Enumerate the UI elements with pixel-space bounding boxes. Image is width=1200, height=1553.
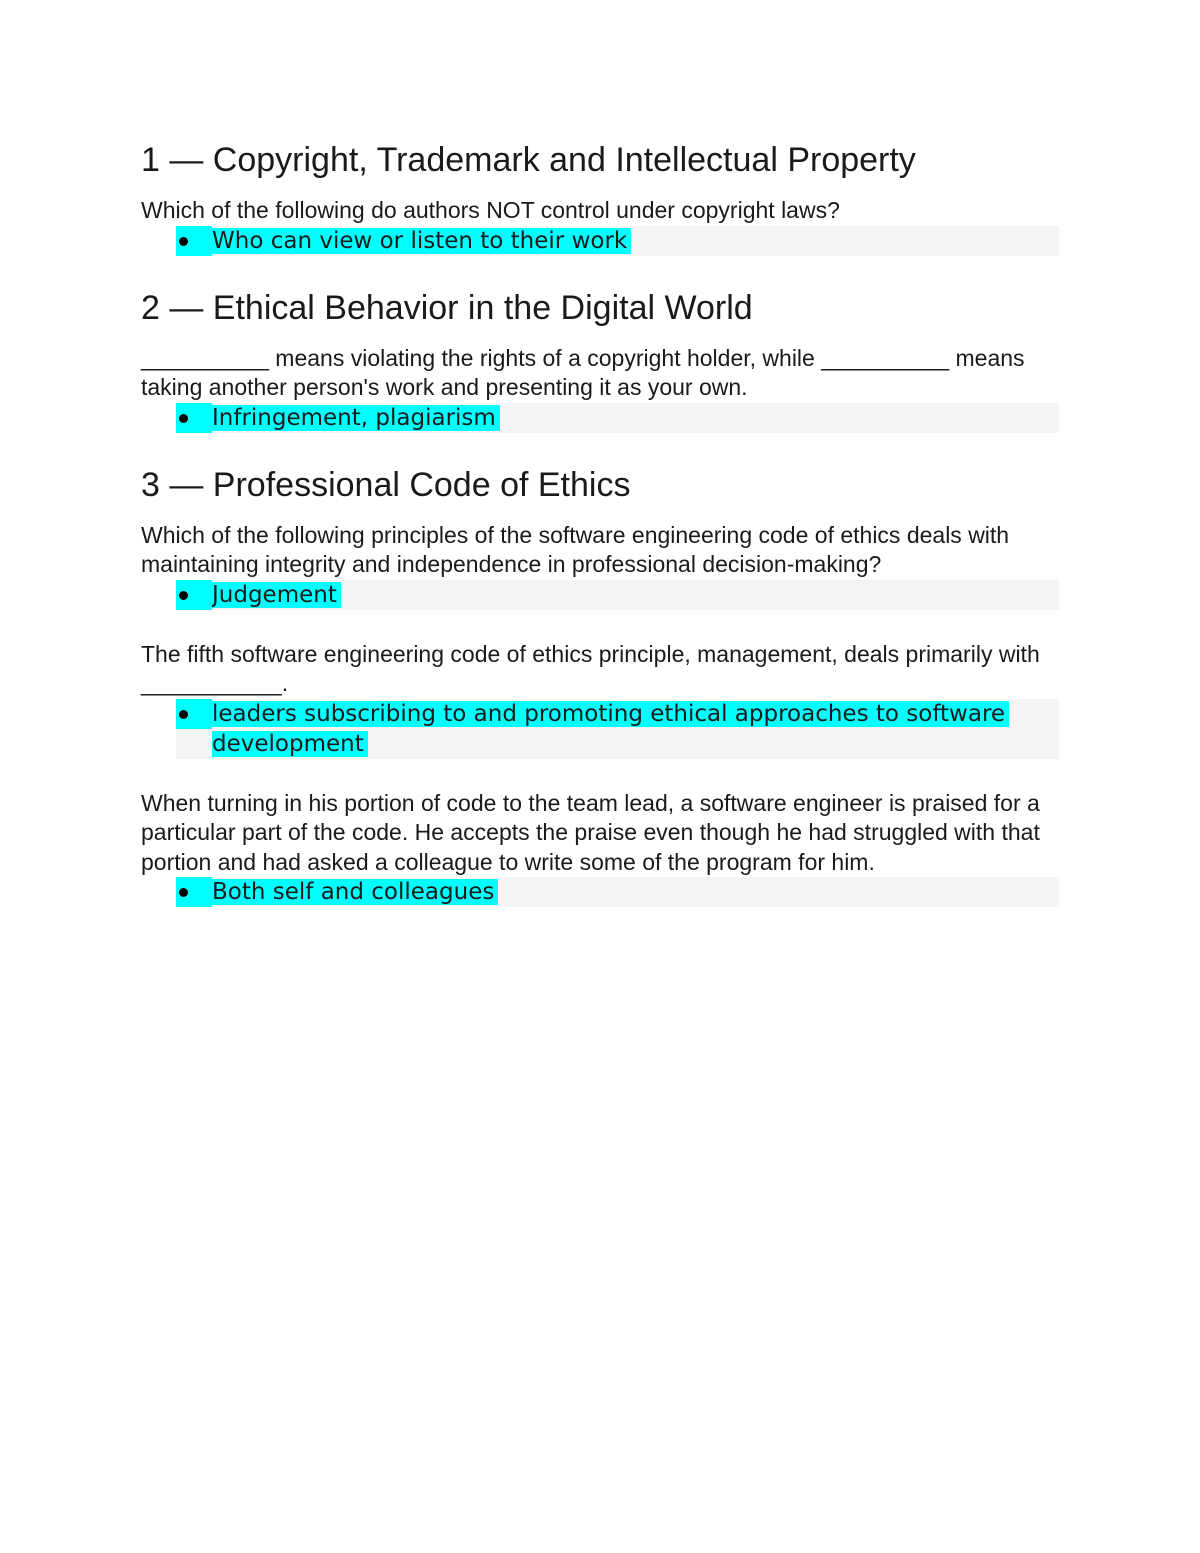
question-text: When turning in his portion of code to the team lead, a software engineer is praised for a particular part of the code. He accepts the praise even though he had struggled with that portion and had asked a colleague to write some of the program for him.: [141, 789, 1040, 875]
question-text: __________ means violating the rights of a copyright holder, while __________ means taking another person's work and presenting it as your own.: [141, 344, 1025, 400]
bullet-icon: [176, 877, 212, 907]
answer-list-item: [176, 699, 1059, 759]
section-heading-code-of-ethics: 3 — Professional Code of Ethics: [141, 465, 631, 504]
section-heading-ethical-behavior: 2 — Ethical Behavior in the Digital World: [141, 288, 753, 327]
bullet-icon: [176, 226, 212, 256]
answer-list-item: [176, 403, 1059, 433]
answer-text: Who can view or listen to their work: [212, 228, 631, 254]
bullet-icon: [176, 699, 212, 729]
answer-list-item: [176, 226, 1059, 256]
document-body: [141, 138, 1061, 907]
answer-text: Judgement: [212, 582, 341, 608]
bullet-icon: [176, 403, 212, 433]
question-text: The fifth software engineering code of ethics principle, management, deals primarily with ___________.: [141, 640, 1040, 696]
answer-list-item: [176, 580, 1059, 610]
bullet-icon: [176, 580, 212, 610]
answer-text: leaders subscribing to and promoting ethical approaches to software development: [212, 701, 1009, 757]
question-text: Which of the following do authors NOT control under copyright laws?: [141, 197, 840, 223]
answer-list-item: [176, 877, 1059, 907]
section-heading-copyright: 1 — Copyright, Trademark and Intellectual Property: [141, 141, 916, 179]
question-text: Which of the following principles of the software engineering code of ethics deals with maintaining integrity and independence in professional decision-making?: [141, 521, 1010, 577]
answer-text: Both self and colleagues: [212, 879, 498, 905]
answer-text: Infringement, plagiarism: [212, 405, 500, 431]
